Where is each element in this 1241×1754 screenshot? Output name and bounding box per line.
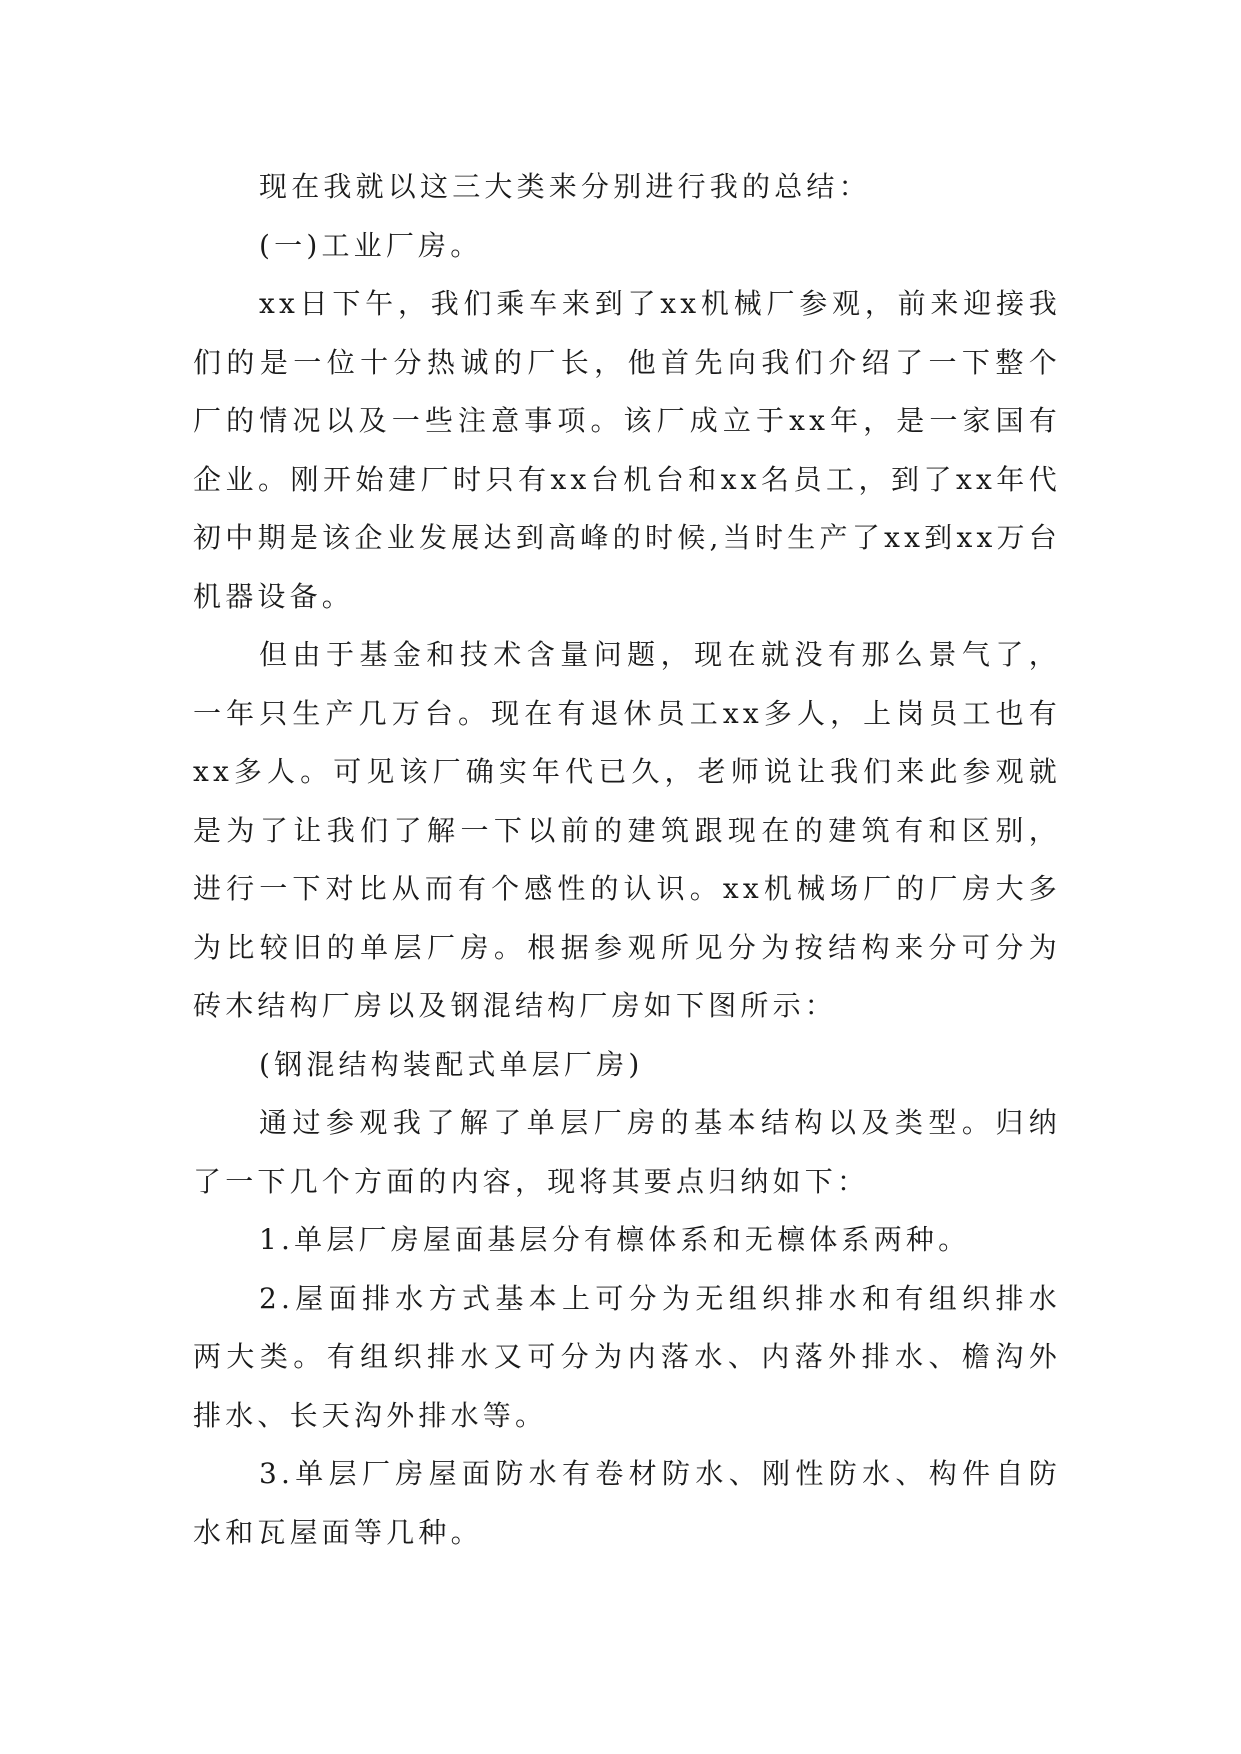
paragraph-visit: xx日下午，我们乘车来到了xx机械厂参观，前来迎接我们的是一位十分热诚的厂长，他首先向我们介绍了一下整个厂的情况以及一些注意事项。该厂成立于xx年，是一家国有企业。刚开始建厂时只有xx台机台和xx名员工，到了xx年代初中期是该企业发展达到高峰的时候,当时生产了xx到xx万台机器设备。	[193, 287, 1061, 613]
paragraph-history: 但由于基金和技术含量问题，现在就没有那么景气了，一年只生产几万台。现在有退休员工xx多人，上岗员工也有xx多人。可见该厂确实年代已久，老师说让我们来此参观就是为了让我们了解一下以前的建筑跟现在的建筑有和区别，进行一下对比从而有个感性的认识。xx机械场厂的厂房大多为比较旧的单层厂房。根据参观所见分为按结构来分可分为砖木结构厂房以及钢混结构厂房如下图所示：	[193, 638, 1061, 1022]
figure-caption: (钢混结构装配式单层厂房)	[259, 1047, 644, 1081]
list-item-1: 1.单层厂房屋面基层分有檩体系和无檩体系两种。	[259, 1223, 971, 1256]
section-heading-industrial-plant: (一)工业厂房。	[259, 228, 483, 262]
list-item-3: 3.单层厂房屋面防水有卷材防水、刚性防水、构件自防水和瓦屋面等几种。	[193, 1457, 1061, 1549]
list-item-2: 2.屋面排水方式基本上可分为无组织排水和有组织排水两大类。有组织排水又可分为内落水、内落外排水、檐沟外排水、长天沟外排水等。	[193, 1281, 1061, 1432]
paragraph-summary: 通过参观我了解了单层厂房的基本结构以及类型。归纳了一下几个方面的内容，现将其要点归纳如下：	[193, 1106, 1061, 1198]
paragraph-intro: 现在我就以这三大类来分别进行我的总结：	[259, 170, 871, 203]
document-page	[193, 158, 1061, 1562]
